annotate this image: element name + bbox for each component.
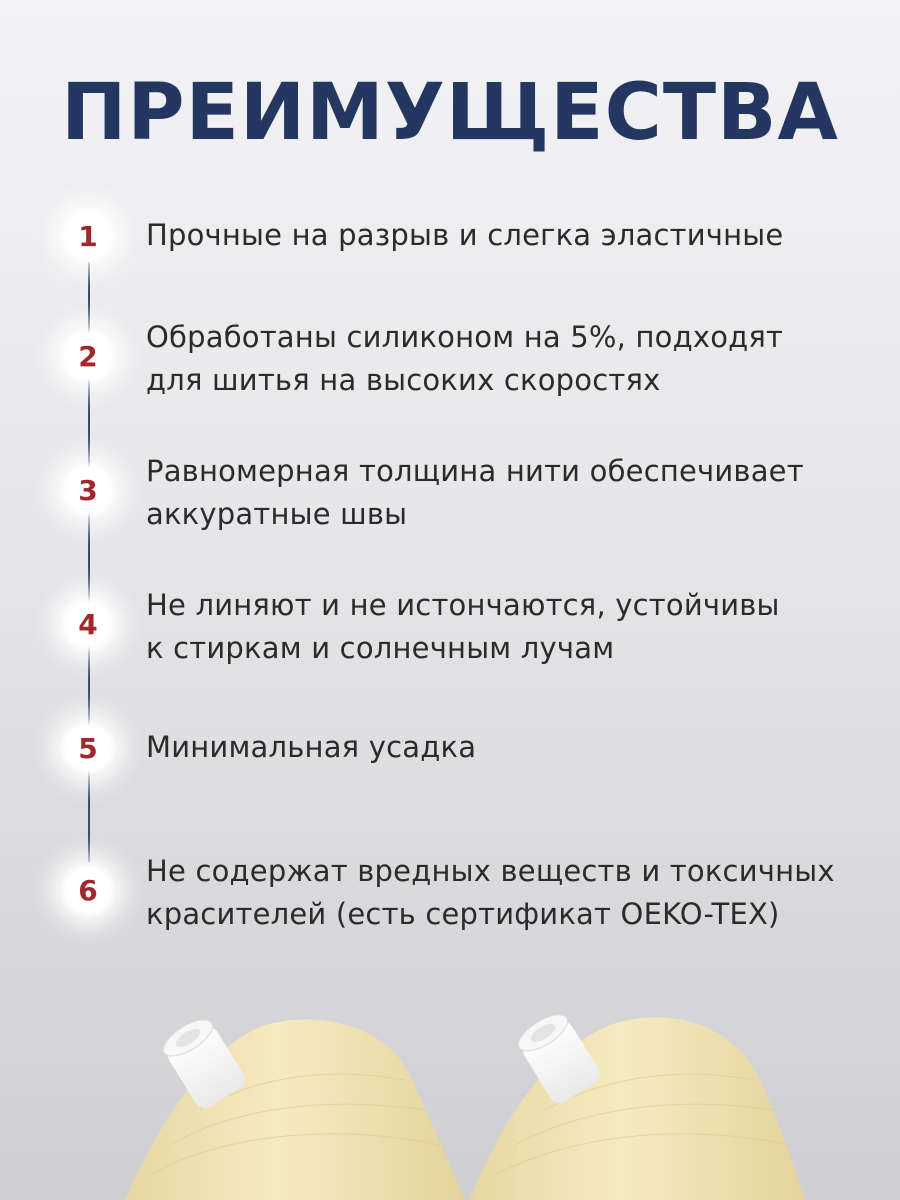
page-title: ПРЕИМУЩЕСТВА [61, 68, 839, 158]
thread-spool-left [125, 1013, 465, 1200]
thread-spools-image [0, 970, 900, 1200]
advantage-text-line: Минимальная усадка [146, 730, 477, 764]
advantage-text [146, 450, 866, 536]
advantage-text-line: к стиркам и солнечным лучам [146, 631, 615, 665]
advantage-text-line: красителей (есть сертификат OEKO-TEX) [146, 897, 780, 931]
advantage-number: 4 [60, 596, 116, 652]
thread-spool-right [470, 1008, 805, 1200]
advantage-text-line: Прочные на разрыв и слегка эластичные [146, 218, 784, 252]
advantage-text-line: для шитья на высоких скоростях [146, 363, 661, 397]
advantage-text-line: аккуратные швы [146, 497, 408, 531]
advantage-number: 5 [60, 720, 116, 776]
advantage-number: 6 [60, 862, 116, 918]
advantage-text [146, 584, 866, 670]
advantage-number: 3 [60, 462, 116, 518]
advantage-text-line: Обработаны силиконом на 5%, подходят [146, 320, 784, 354]
advantage-number: 2 [60, 328, 116, 384]
advantage-text [146, 850, 866, 936]
advantage-text [146, 214, 866, 257]
advantage-text-line: Не содержат вредных веществ и токсичных [146, 854, 835, 888]
advantage-text [146, 316, 866, 402]
advantage-text [146, 726, 866, 769]
advantage-text-line: Равномерная толщина нити обеспечивает [146, 454, 804, 488]
advantage-text-line: Не линяют и не истончаются, устойчивы [146, 588, 780, 622]
advantage-number: 1 [60, 208, 116, 264]
